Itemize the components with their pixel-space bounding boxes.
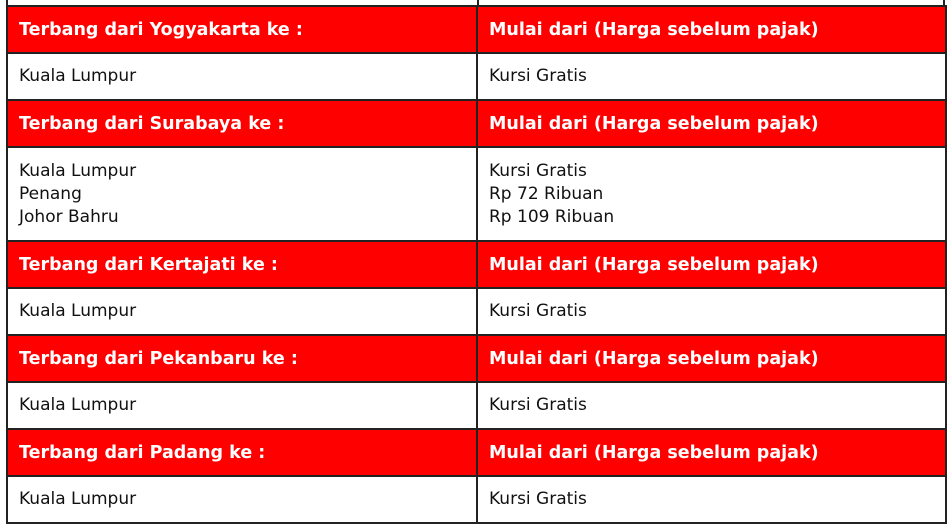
fare-price: Rp 109 Ribuan [489,206,615,227]
section-header-row [7,429,946,476]
section-header-row [7,6,946,53]
route-row [7,147,946,241]
destination-name: Penang [19,183,82,204]
price-cell [477,382,946,429]
origin-header: Terbang dari Kertajati ke : [7,241,477,288]
route-row [7,382,946,429]
destination-cell [7,147,477,241]
price-header: Mulai dari (Harga sebelum pajak) [477,100,946,147]
fare-price: Kursi Gratis [489,301,587,321]
price-header: Mulai dari (Harga sebelum pajak) [477,241,946,288]
price-header: Mulai dari (Harga sebelum pajak) [477,429,946,476]
price-cell [477,288,946,335]
origin-header: Terbang dari Yogyakarta ke : [7,6,477,53]
destination-name: Kuala Lumpur [19,160,137,181]
price-header: Mulai dari (Harga sebelum pajak) [477,335,946,382]
fare-price: Kursi Gratis [489,395,587,415]
fare-price: Rp 72 Ribuan [489,183,604,204]
destination-name: Kuala Lumpur [19,301,137,321]
destination-cell [7,288,477,335]
price-cell [477,476,946,523]
section-header-row [7,335,946,382]
section-header-row [7,100,946,147]
fare-price: Kursi Gratis [489,66,587,86]
destination-name: Kuala Lumpur [19,66,137,86]
destination-name: Johor Bahru [19,206,119,227]
destination-cell [7,476,477,523]
fare-price: Kursi Gratis [489,160,587,181]
destination-name: Kuala Lumpur [19,489,137,509]
section-header-row [7,241,946,288]
destination-cell [7,382,477,429]
route-row [7,288,946,335]
fare-price: Kursi Gratis [489,489,587,509]
destination-cell [7,53,477,100]
origin-header: Terbang dari Pekanbaru ke : [7,335,477,382]
price-header: Mulai dari (Harga sebelum pajak) [477,6,946,53]
price-cell [477,53,946,100]
route-row [7,476,946,523]
destination-name: Kuala Lumpur [19,395,137,415]
route-row [7,53,946,100]
fare-table [6,5,947,524]
origin-header: Terbang dari Surabaya ke : [7,100,477,147]
price-cell [477,147,946,241]
origin-header: Terbang dari Padang ke : [7,429,477,476]
